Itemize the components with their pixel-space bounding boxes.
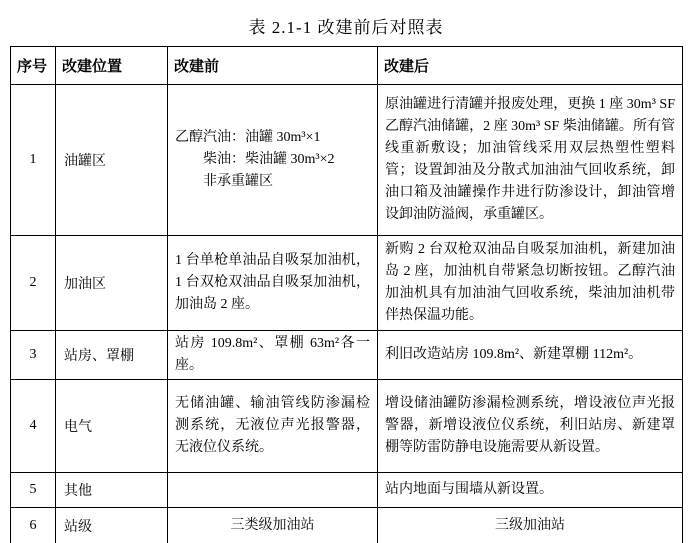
- table-row: [11, 331, 683, 380]
- table-header-row: [11, 47, 683, 85]
- header-before: 改建前: [168, 47, 378, 85]
- cell-location: 其他: [56, 473, 168, 508]
- cell-after: 增设储油罐防渗漏检测系统，增设液位声光报警器，新增设液位仪系统，利旧站房、新建罩棚等防雷防静电设施需要从新设置。: [378, 380, 683, 473]
- header-location: 改建位置: [56, 47, 168, 85]
- table-row: [11, 85, 683, 236]
- cell-row-number: 4: [11, 380, 56, 473]
- cell-row-number: 5: [11, 473, 56, 508]
- cell-location: 站级: [56, 508, 168, 543]
- cell-location: 站房、罩棚: [56, 331, 168, 380]
- cell-after: 新购 2 台双枪双油品自吸泵加油机，新建加油岛 2 座，加油机自带紧急切断按钮。乙醇汽油加油机具有加油油气回收系统，柴油加油机带伴热保温功能。: [378, 236, 683, 331]
- header-after: 改建后: [378, 47, 683, 85]
- cell-before: 1 台单枪单油品自吸泵加油机，1 台双枪双油品自吸泵加油机，加油岛 2 座。: [168, 236, 378, 331]
- table-row: [11, 236, 683, 331]
- cell-location: 电气: [56, 380, 168, 473]
- table-row: [11, 473, 683, 508]
- cell-after: 三级加油站: [378, 508, 683, 543]
- header-no: 序号: [11, 47, 56, 85]
- cell-after: 原油罐进行清罐并报废处理，更换 1 座 30m³ SF 乙醇汽油储罐，2 座 30m³ SF 柴油储罐。所有管线重新敷设；加油管线采用双层热塑性塑料管；设置卸油及分散式加油油气回收系统，卸油口箱及油罐操作井进行防渗设计，卸油管增设卸油防溢阀，承重罐区。: [378, 85, 683, 236]
- table-row: [11, 508, 683, 543]
- cell-before: 无储油罐、输油管线防渗漏检测系统，无液位声光报警器，无液位仪系统。: [168, 380, 378, 473]
- cell-before: 站房 109.8m²、罩棚 63m²各一座。: [168, 331, 378, 380]
- cell-after: 利旧改造站房 109.8m²、新建罩棚 112m²。: [378, 331, 683, 380]
- cell-row-number: 2: [11, 236, 56, 331]
- cell-row-number: 6: [11, 508, 56, 543]
- cell-before: [168, 473, 378, 508]
- cell-before: 三类级加油站: [168, 508, 378, 543]
- table-title: 表 2.1-1 改建前后对照表: [248, 18, 444, 37]
- cell-row-number: 1: [11, 85, 56, 236]
- cell-location: 油罐区: [56, 85, 168, 236]
- comparison-table: [10, 46, 683, 543]
- cell-row-number: 3: [11, 331, 56, 380]
- table-row: [11, 380, 683, 473]
- cell-before: 乙醇汽油：油罐 30m³×1 柴油：柴油罐 30m³×2 非承重罐区: [168, 85, 378, 236]
- cell-after: 站内地面与围墙从新设置。: [378, 473, 683, 508]
- cell-location: 加油区: [56, 236, 168, 331]
